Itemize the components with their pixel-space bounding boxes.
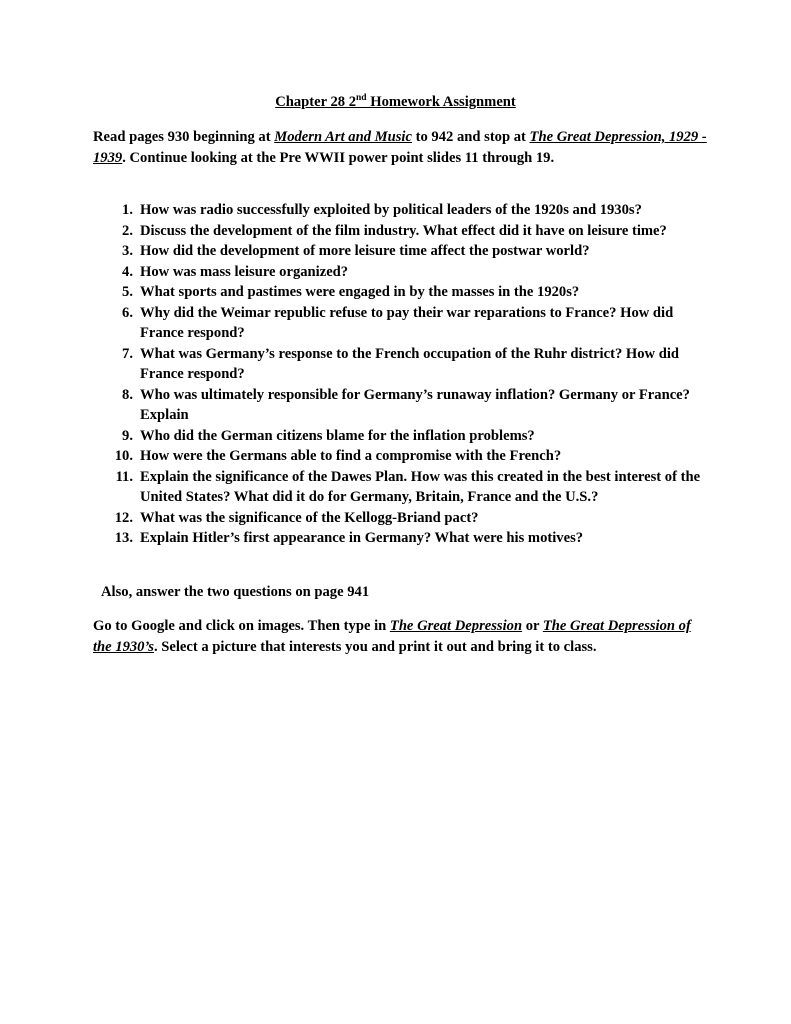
question-number: 2. [122, 222, 133, 239]
question-list [93, 200, 708, 549]
title-superscript: nd [356, 93, 367, 104]
question-number: 10. [114, 448, 133, 464]
intro-section-reference-2: The Great Depression, 1929 - 1939 [93, 129, 707, 166]
question-text: How did the development of more leisure time affect the postwar world? [140, 243, 590, 259]
question-item [93, 282, 708, 303]
question-item [93, 446, 708, 467]
google-text-3: . Select a picture that interests you and print it out and bring it to class. [153, 638, 597, 655]
question-text: Explain Hitler’s first appearance in Germany? What were his motives? [140, 530, 584, 546]
google-instructions [93, 616, 713, 657]
google-text-1: Go to Google and click on images. Then type in [93, 618, 390, 634]
question-number: 5. [122, 284, 133, 300]
question-number: 1. [122, 202, 133, 218]
google-search-term-1: The Great Depression [389, 618, 523, 634]
intro-text-1: Read pages 930 beginning at [93, 129, 275, 145]
question-item [93, 467, 708, 508]
question-text: What was Germany’s response to the French occupation of the Ruhr district? How did France respond? [140, 345, 680, 382]
question-item [93, 426, 708, 447]
question-number: 9. [122, 427, 133, 444]
intro-text-2: to 942 and stop at [411, 129, 530, 145]
question-number: 8. [122, 386, 133, 403]
question-number: 6. [122, 304, 133, 321]
question-text: Explain the significance of the Dawes Plan. How was this created in the best interest of the United States? What did it do for Germany, Britain, France and the U.S.? [140, 468, 701, 505]
question-item [93, 241, 708, 262]
question-text: How was radio successfully exploited by political leaders of the 1920s and 1930s? [140, 202, 642, 218]
question-item [93, 221, 708, 242]
question-text: What was the significance of the Kellogg-Briand pact? [140, 509, 479, 526]
intro-section-reference-1: Modern Art and Music [274, 129, 412, 145]
title-suffix: Homework Assignment [366, 94, 516, 110]
question-number: 12. [114, 509, 133, 526]
question-item [93, 344, 708, 385]
question-number: 3. [122, 243, 133, 259]
question-text: Who did the German citizens blame for the inflation problems? [140, 427, 535, 444]
question-item [93, 385, 708, 426]
google-search-term-2: The Great Depression of the 1930’s [93, 618, 691, 655]
question-item [93, 200, 708, 221]
question-text: How was mass leisure organized? [140, 263, 349, 280]
also-instruction: Also, answer the two questions on page 941 [101, 584, 370, 600]
page-title [0, 94, 791, 111]
question-number: 4. [122, 263, 133, 280]
question-item [93, 303, 708, 344]
intro-text-3: . Continue looking at the Pre WWII power point slides 11 through 19. [122, 149, 555, 166]
question-text: Discuss the development of the film industry. What effect did it have on leisure time? [140, 222, 667, 239]
question-text: What sports and pastimes were engaged in by the masses in the 1920s? [140, 284, 580, 300]
question-item [93, 528, 708, 549]
question-item [93, 262, 708, 283]
question-text: How were the Germans able to find a compromise with the French? [140, 448, 562, 464]
question-number: 7. [122, 345, 133, 362]
question-number: 11. [115, 468, 133, 485]
google-text-2: or [522, 618, 543, 634]
question-text: Who was ultimately responsible for Germany’s runaway inflation? Germany or France? Explain [140, 386, 690, 423]
question-item [93, 508, 708, 529]
question-text: Why did the Weimar republic refuse to pay their war reparations to France? How did France respond? [140, 304, 674, 341]
title-prefix: Chapter 28 2 [275, 94, 357, 110]
reading-instructions [93, 127, 713, 168]
question-number: 13. [114, 530, 133, 546]
